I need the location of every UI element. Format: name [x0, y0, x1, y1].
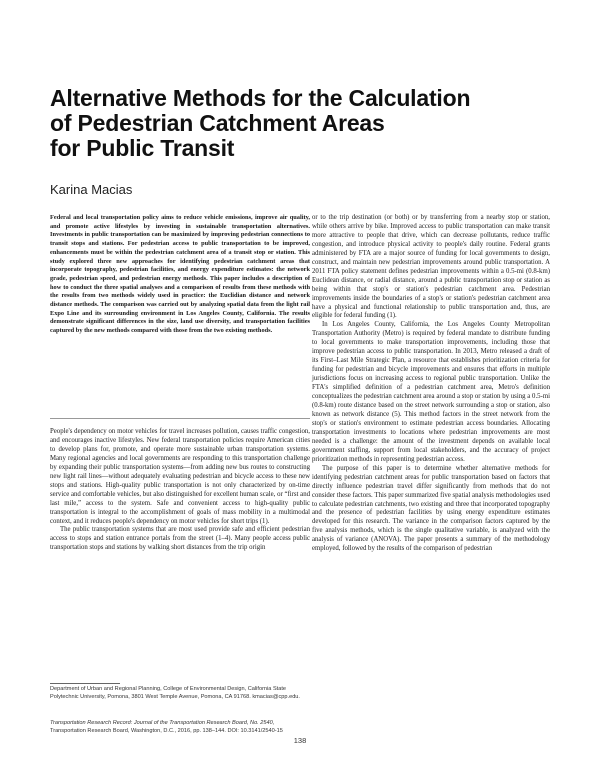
- title-line-2: of Pedestrian Catchment Areas: [50, 110, 385, 136]
- abstract-divider: [50, 418, 310, 419]
- journal-citation: [50, 720, 310, 735]
- abstract-text: Federal and local transportation policy aims to reduce vehicle emissions, improve air quality, and promote active lifestyles by investing in sustainable transportation alternatives. Investments in public transportation can be maximized by improving pedestrian connections to transit stops and stations. For pedestrian access to public transportation to be improved, enhancements must be within the pedestrian catchment area of a transit stop or station. This study explored three new approaches for identifying pedestrian catchment areas that incorporate topography, pedestrian facilities, and energy expenditure estimates: the network grade, pedestrian speed, and pedestrian energy methods. This paper includes a description of how to conduct the three spatial analyses and a comparison of results from these methods with the results from two methods widely used in practice: the Euclidian distance and network distance methods. The comparison was carried out by analyzing spatial data from the light rail Expo Line and its surrounding environment in Los Angeles County, California. The results demonstrate significant differences in the size, land use diversity, and transportation facilities captured by the new methods compared with those from the two existing methods.: [50, 214, 310, 335]
- journal-citation-italic: Transportation Research Record: Journal of the Transportation Research Board, No. 2540,: [50, 720, 275, 726]
- title-line-1: Alternative Methods for the Calculation: [50, 85, 471, 111]
- journal-citation-rest: Transportation Research Board, Washington, D.C., 2016, pp. 138–144. DOI: 10.3141/2540-15: [50, 727, 283, 734]
- left-paragraph-2: The public transportation systems that are most used provide safe and efficient pedestrian access to stops and station entrance portals from the street (1–4). Many people access public transportation stops and stations by walking short distances from the trip origin: [50, 526, 310, 552]
- right-paragraph-3: The purpose of this paper is to determine whether alternative methods for identifying pedestrian catchment areas for public transportation based on factors that directly influence pedestrian travel differ significantly from methods that do not consider these factors. This paper summarized five spatial analysis methodologies used to calculate pedestrian catchments, two existing and three that incorporated topography and the presence of pedestrian facilities by using energy expenditure estimates developed for this research. The variance in the comparison factors captured by the five analysis methods, which is the single qualitative variable, is analyzed with the analysis of variance (ANOVA). The paper presents a summary of the methodology employed, followed by the results of the comparison of pedestrian: [312, 464, 550, 553]
- author-name: Karina Macias: [50, 182, 133, 197]
- body-right-column: [312, 214, 550, 554]
- author-affiliation: Department of Urban and Regional Planning, College of Environmental Design, California State Polytechnic University, Pomona, 3801 West Temple Avenue, Pomona, CA 91768. kmacias@cpp.edu.: [50, 686, 300, 700]
- footnote-divider: [50, 683, 120, 684]
- left-paragraph-1: People's dependency on motor vehicles for travel increases pollution, causes traffic congestion, and encourages inactive lifestyles. New federal transportation policies require American cities to develop plans for, promote, and operate more sustainable urban transportation systems. Many regional agencies and local governments are responding to this transportation challenge by expanding their public transportation systems—from adding new bus routes to constructing new light rail lines—without adequately evaluating pedestrian and bicycle access to these new stops and stations. High-quality public transportation is not only characterized by on-time service and comfortable vehicles, but also distinguished for excellent human scale, or “first and last mile,” access to the system. Safe and convenient access to high-quality public transportation is integral to the accomplishment of goals of mass mobility in a multimodal context, and it reduces people's dependency on motor vehicles for short trips (1).: [50, 428, 310, 525]
- page-number: 138: [293, 736, 307, 745]
- right-paragraph-1: or to the trip destination (or both) or by transferring from a nearby stop or station, while others arrive by bike. Improved access to public transportation can make transit more attractive to people that drive, which can decrease pollutants, reduce traffic congestion, and introduce physical activity to people's daily routine. Federal grants administered by FTA are a major source of funding for local governments to design, construct, and maintain new pedestrian improvements around public transportation. A 2011 FTA policy statement defines pedestrian improvements within a 0.5-mi (0.8-km) Euclidean distance, or radial distance, around a public transportation stop or station as being within that stop's or station's pedestrian catchment area. Pedestrian improvements inside the boundaries of a stop's or station's pedestrian catchment area have a physical and functional relationship to public transportation and, thus, are eligible for federal funding (1).: [312, 214, 550, 320]
- abstract: [50, 214, 310, 336]
- paper-title: [50, 86, 530, 161]
- right-paragraph-2: In Los Angeles County, California, the Los Angeles County Metropolitan Transportation Authority (Metro) is required by federal mandate to distribute funding to local governments to make transportation improvements, including those that improve pedestrian access to public transportation. In 2013, Metro released a draft of its First–Last Mile Strategic Plan, a resource that establishes prioritization criteria for funding for pedestrian and bicycle improvements and ensures that efforts in multiple jurisdictions focus on increasing access to regional public transportation. Unlike the FTA's simplified definition of a pedestrian catchment area, Metro's definition conceptualizes the pedestrian catchment area around a stop or station by using a 0.5-mi (0.8-km) route distance based on the street network surrounding a stop or station, also known as network distance (5). This method factors in the street network from the stop's or station's environment to estimate pedestrian access boundaries. Allocating transportation investments to locations where pedestrian improvements are most needed is a challenge: the amount of the investment depends on available local government staffing, support from local stakeholders, and the accuracy of project prioritization methods in representing pedestrian access.: [312, 321, 550, 463]
- body-left-column: [50, 428, 310, 553]
- title-line-3: for Public Transit: [50, 135, 235, 161]
